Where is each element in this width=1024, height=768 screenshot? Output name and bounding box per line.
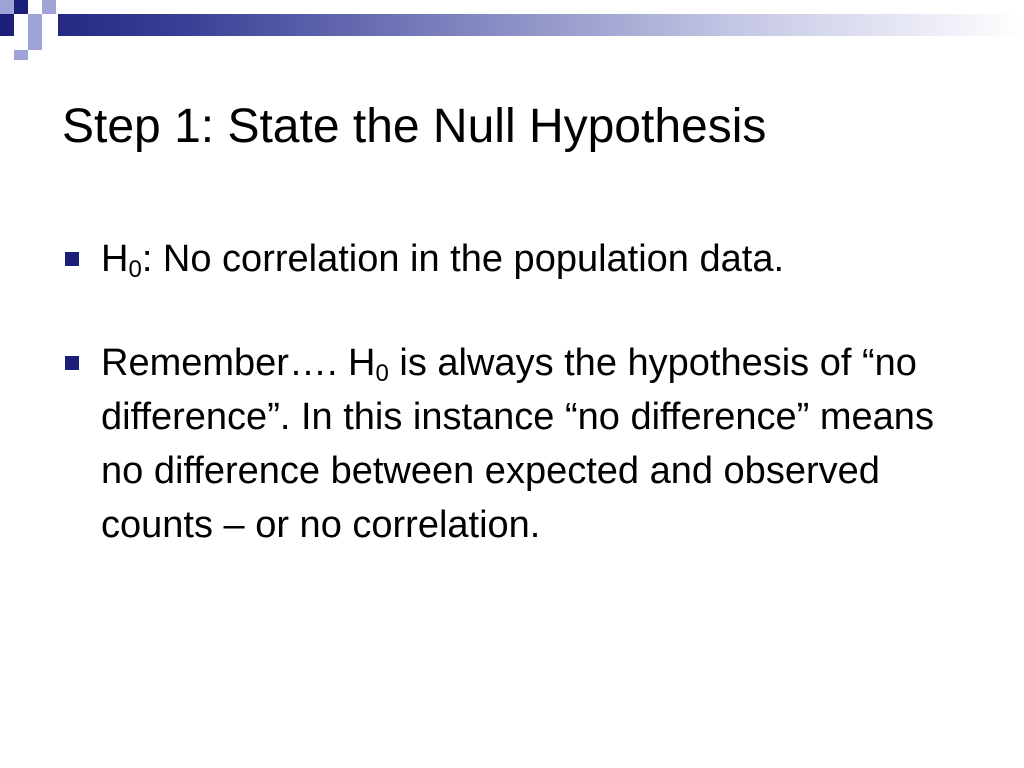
bullet-text-after: is always the hypothesis of “no difference”. In this instance “no difference” means no difference between expected and observed counts – or no correlation. [101,342,934,546]
decor-square [28,14,42,36]
bullet-text-before: Remember…. H [101,342,376,384]
bullet-text [101,238,785,283]
bullet-item [60,336,980,552]
slide-body [60,232,980,552]
subscript: 0 [128,256,142,283]
bullet-item [60,232,980,286]
decor-square [0,14,14,36]
slide-title: Step 1: State the Null Hypothesis [62,100,767,153]
decor-square [42,0,56,14]
header-gradient-band [0,14,1024,36]
decor-square [14,50,28,60]
square-bullet-icon [65,356,79,370]
bullet-text-rest: : No correlation in the population data. [141,238,785,280]
decor-square [28,36,42,50]
square-bullet-icon [65,252,79,266]
decor-square [42,14,58,36]
subscript: 0 [375,360,389,387]
hypothesis-symbol: H [101,238,129,280]
decor-square [14,0,28,14]
decor-square [14,14,28,36]
decor-square [28,0,42,14]
bullet-text [101,342,934,546]
decor-square [0,0,14,14]
